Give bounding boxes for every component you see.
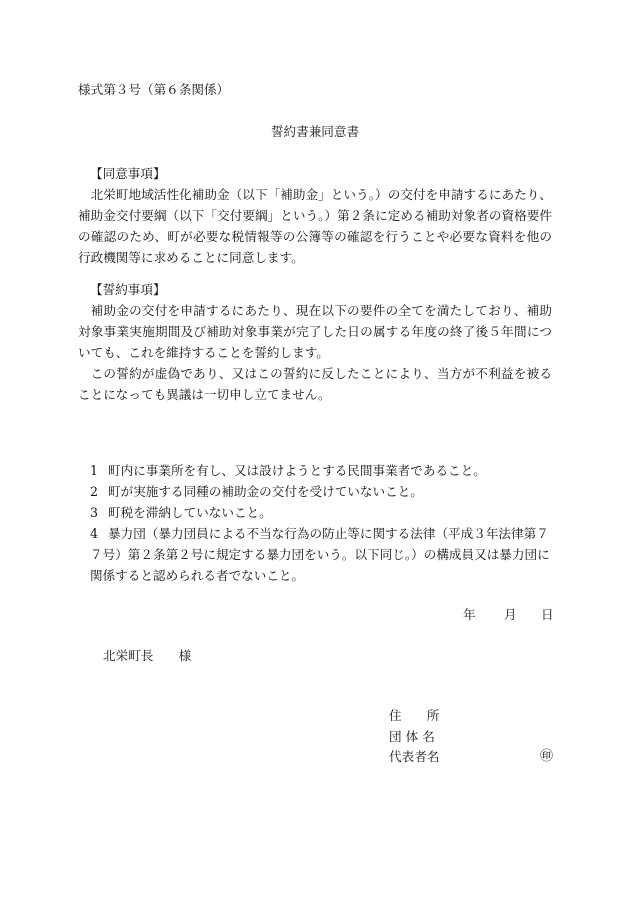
requirement-number: 3 — [90, 505, 99, 520]
requirement-number: 2 — [90, 484, 99, 499]
requirement-text: 町内に事業所を有し、又は設けようとする民間事業者であること。 — [108, 463, 486, 478]
pledge-paragraph-2: この誓約が虚偽であり、又はこの誓約に反したことにより、当方が不利益を被ることになっても異議は一切申し立てません。 — [78, 366, 552, 402]
pledge-paragraph-1: 補助金の交付を申請するにあたり、現在以下の要件の全てを満たしており、補助対象事業実施期間及び補助対象事業が完了した日の属する年度の終了後５年間についても、これを維持することを誓約します。 — [78, 303, 552, 360]
consent-text: 北栄町地域活性化補助金（以下「補助金」という。）の交付を申請するにあたり、補助金交付要綱（以下「交付要綱」という。）第２条に定める補助対象者の資格要件の確認のため、町が必要な税情報等の公簿等の確認を行うことや必要な資料を他の行政機関等に求めることに同意します。 — [78, 187, 552, 265]
requirement-number: 4 — [90, 526, 99, 541]
requirement-item — [78, 502, 554, 523]
pledge-section — [78, 300, 552, 405]
org-name-label: 団 体 名 — [389, 729, 435, 744]
signature-address-label — [389, 705, 553, 726]
requirement-item — [78, 523, 554, 586]
requirement-item — [78, 481, 554, 502]
address-label: 住 所 — [389, 708, 440, 723]
date-day: 日 — [541, 607, 554, 622]
date-month: 月 — [504, 607, 517, 622]
addressee: 北栄町長 様 — [103, 648, 192, 663]
requirement-text: 町が実施する同種の補助金の交付を受けていないこと。 — [108, 484, 423, 499]
date-year: 年 — [463, 607, 476, 622]
requirement-item — [78, 460, 554, 481]
requirement-text: 暴力団（暴力団員による不当な行為の防止等に関する法律（平成３年法律第７７号）第２条第２号に規定する暴力団をいう。以下同じ。）の構成員又は暴力団に関係すると認められる者でないこと。 — [90, 526, 550, 583]
consent-heading: 【同意事項】 — [90, 166, 166, 181]
requirement-text: 町税を滞納していないこと。 — [108, 505, 272, 520]
requirement-number: 1 — [90, 463, 99, 478]
document-title: 誓約書兼同意書 — [270, 124, 360, 139]
consent-section — [78, 184, 552, 268]
pledge-heading: 【誓約事項】 — [90, 282, 166, 297]
signature-org-label — [389, 726, 553, 747]
signature-representative — [389, 746, 553, 767]
form-number: 様式第３号（第６条関係） — [78, 82, 230, 97]
requirements-list — [78, 460, 554, 586]
representative-label: 代表者名 — [389, 749, 440, 764]
seal-mark: ㊞ — [539, 749, 553, 764]
